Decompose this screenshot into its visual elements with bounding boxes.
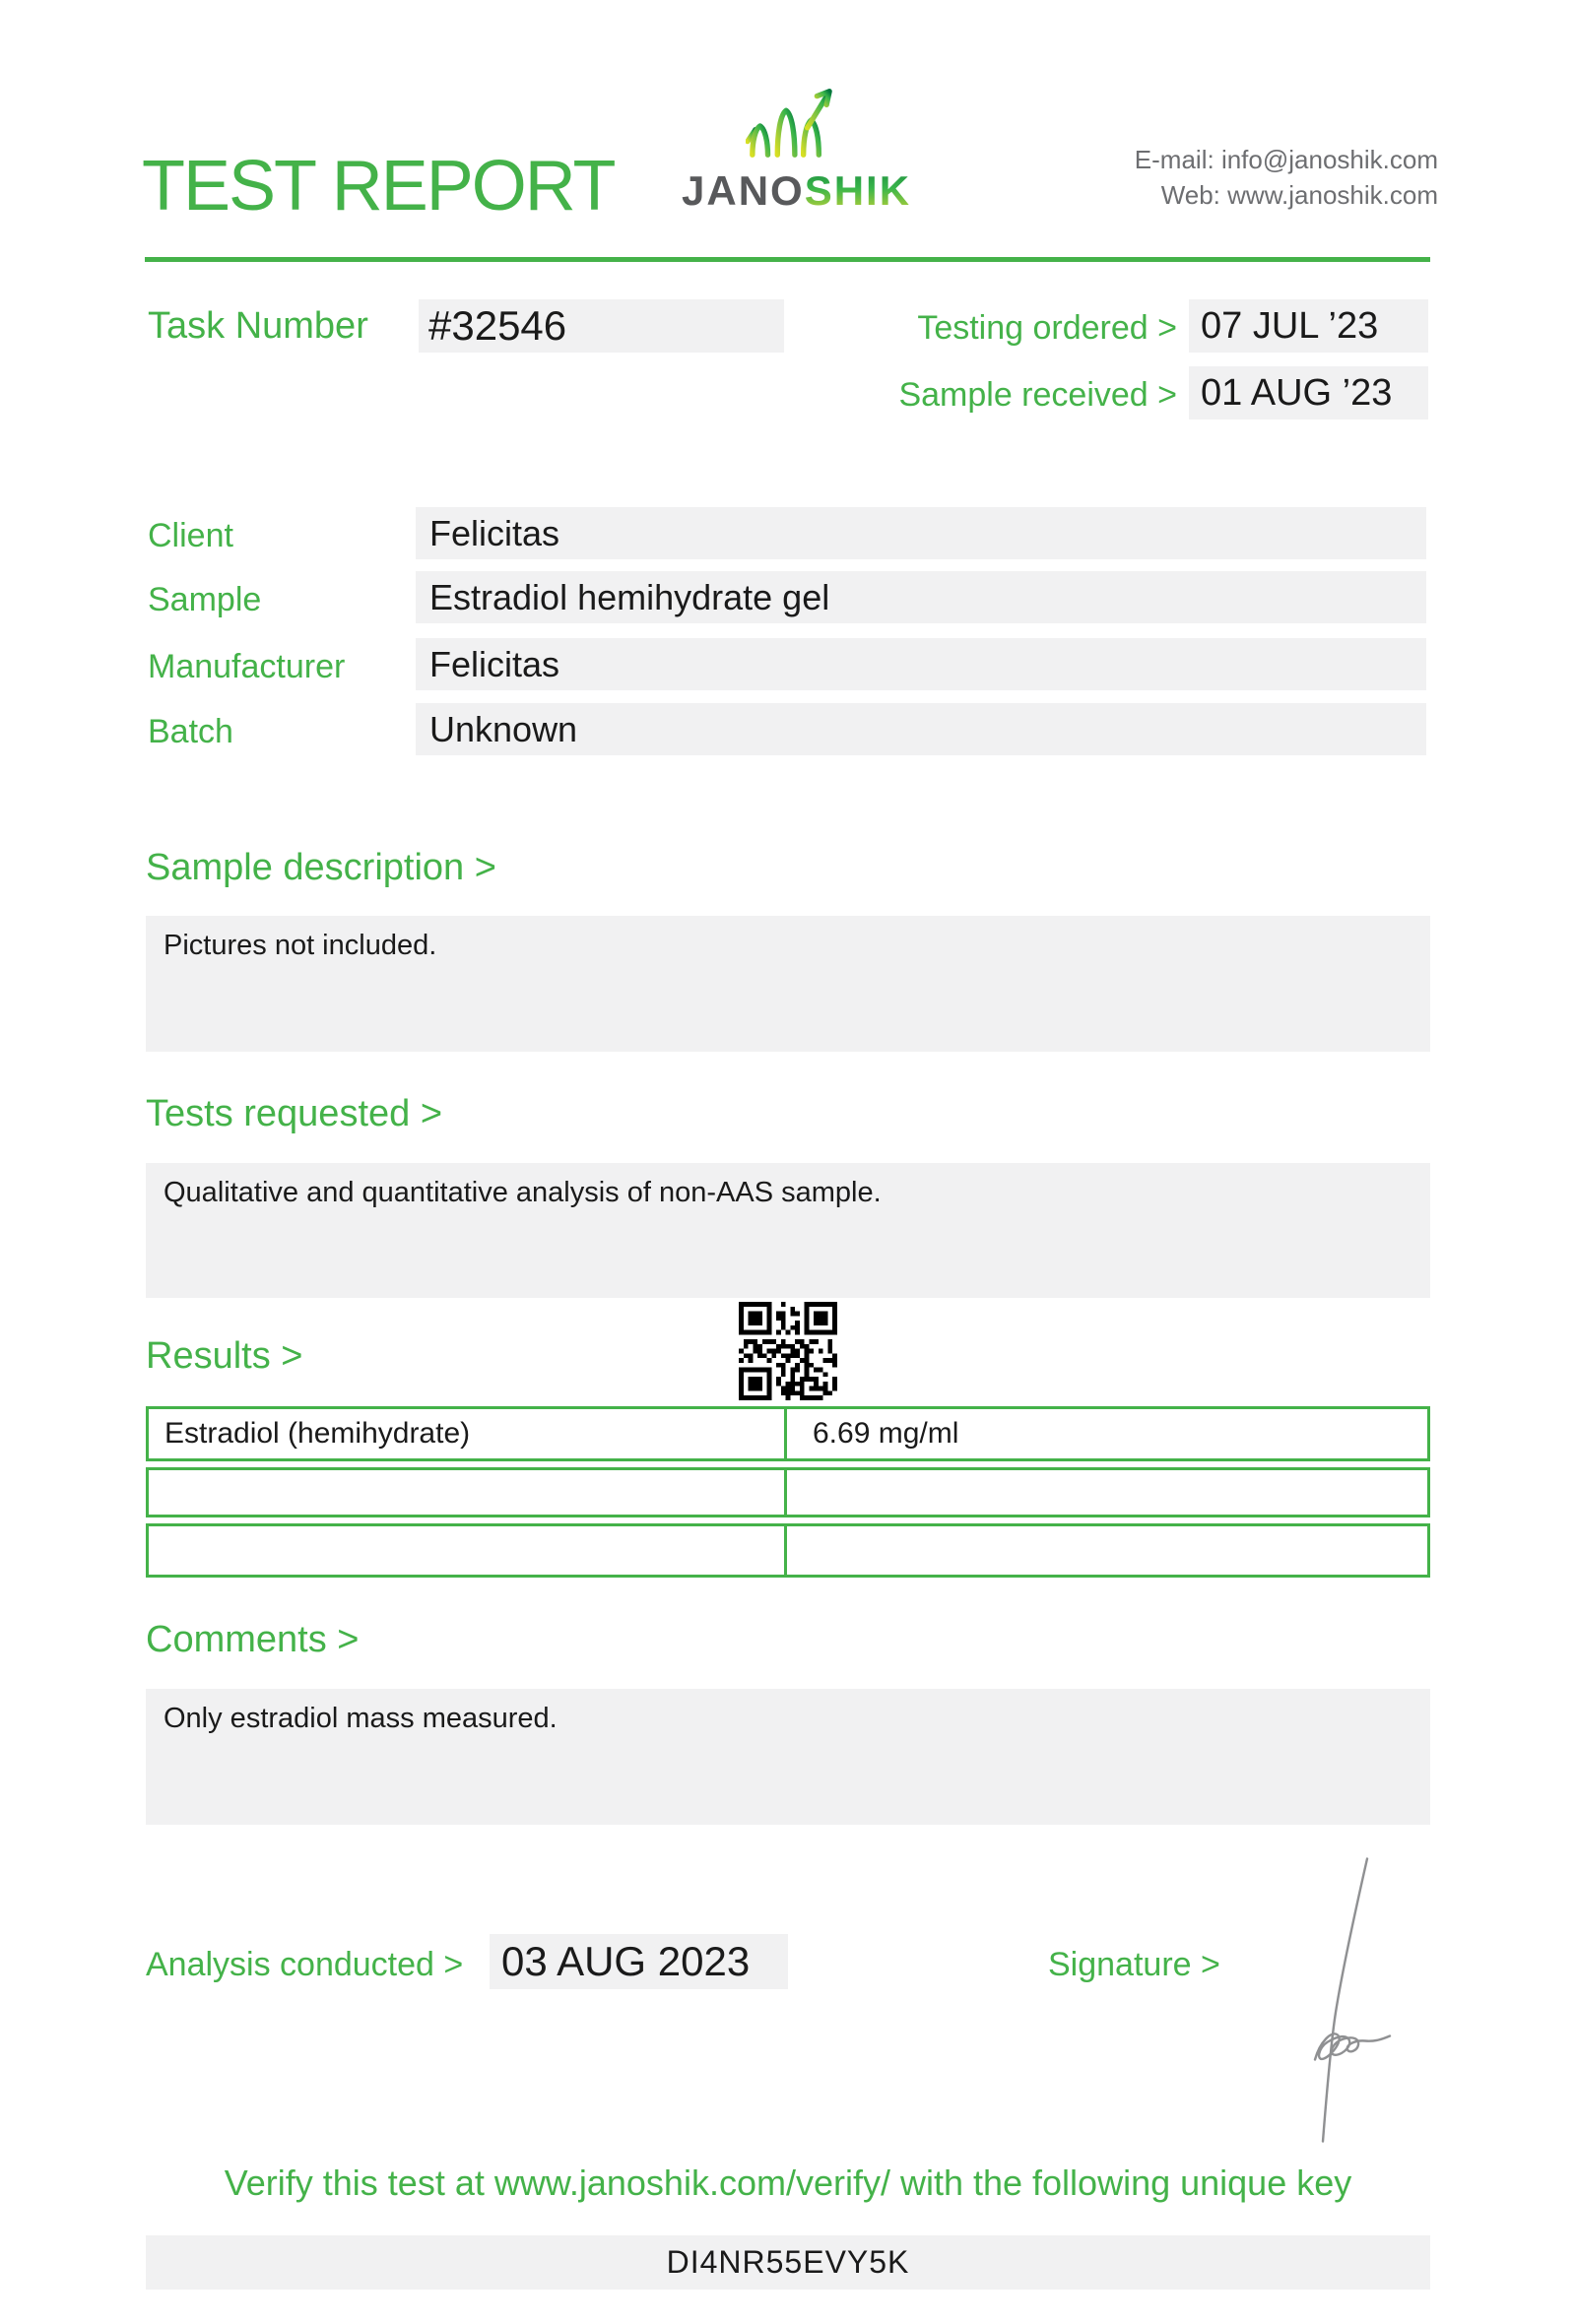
verify-instruction: Verify this test at www.janoshik.com/verify/ with the following unique key <box>224 2163 1352 2203</box>
page-title: TEST REPORT <box>142 147 615 226</box>
sample-received-value: 01 AUG ’23 <box>1189 366 1428 420</box>
logo-text-jano: JANO <box>682 167 805 214</box>
batch-value: Unknown <box>416 703 1426 755</box>
results-heading: Results > <box>146 1335 303 1377</box>
manufacturer-value: Felicitas <box>416 638 1426 690</box>
contact-block <box>1135 142 1438 213</box>
result-value-cell <box>787 1526 1427 1575</box>
results-table-row <box>146 1467 1430 1517</box>
batch-label: Batch <box>148 713 233 750</box>
sample-label: Sample <box>148 581 262 618</box>
testing-ordered-label: Testing ordered > <box>917 309 1177 347</box>
tests-requested-text: Qualitative and quantitative analysis of non-AAS sample. <box>164 1177 882 1208</box>
logo-text-shik: SHIK <box>804 167 912 214</box>
result-analyte-cell <box>149 1526 787 1575</box>
contact-web-line <box>1135 177 1438 213</box>
tests-requested-heading: Tests requested > <box>146 1093 443 1134</box>
client-label: Client <box>148 517 233 554</box>
manufacturer-label: Manufacturer <box>148 648 346 685</box>
sample-description-text: Pictures not included. <box>164 930 437 961</box>
sample-description-heading: Sample description > <box>146 847 496 888</box>
result-value-cell: 6.69 mg/ml <box>813 1417 959 1450</box>
contact-email-line <box>1135 142 1438 177</box>
client-value: Felicitas <box>416 507 1426 559</box>
results-table-row <box>146 1523 1430 1578</box>
web-label: Web: <box>1160 180 1220 210</box>
signature-image <box>1271 1854 1404 2146</box>
result-analyte-cell <box>149 1470 787 1515</box>
janoshik-logo-chart-icon <box>746 83 832 161</box>
task-number-label: Task Number <box>148 305 368 347</box>
verify-key-box <box>146 2235 1430 2290</box>
signature-label: Signature > <box>1048 1946 1220 1983</box>
comments-heading: Comments > <box>146 1619 360 1660</box>
analysis-conducted-value: 03 AUG 2023 <box>490 1934 788 1989</box>
task-number-value: #32546 <box>419 299 784 353</box>
tests-requested-box <box>146 1163 1430 1298</box>
result-analyte-cell: Estradiol (hemihydrate) <box>149 1409 787 1458</box>
sample-value: Estradiol hemihydrate gel <box>416 571 1426 623</box>
header-divider <box>145 257 1430 262</box>
qr-code <box>739 1302 837 1400</box>
janoshik-logo-wordmark <box>682 167 911 215</box>
email-value: info@janoshik.com <box>1220 145 1438 174</box>
sample-received-label: Sample received > <box>898 376 1177 414</box>
result-value-cell <box>787 1470 1427 1515</box>
email-label: E-mail: <box>1134 145 1215 174</box>
comments-text: Only estradiol mass measured. <box>164 1703 558 1734</box>
web-value: www.janoshik.com <box>1227 180 1438 210</box>
verify-key: DI4NR55EVY5K <box>666 2244 910 2280</box>
testing-ordered-value: 07 JUL ’23 <box>1189 299 1428 353</box>
results-table-row <box>146 1406 1430 1461</box>
analysis-conducted-label: Analysis conducted > <box>146 1946 464 1983</box>
comments-box <box>146 1689 1430 1825</box>
sample-description-box <box>146 916 1430 1052</box>
